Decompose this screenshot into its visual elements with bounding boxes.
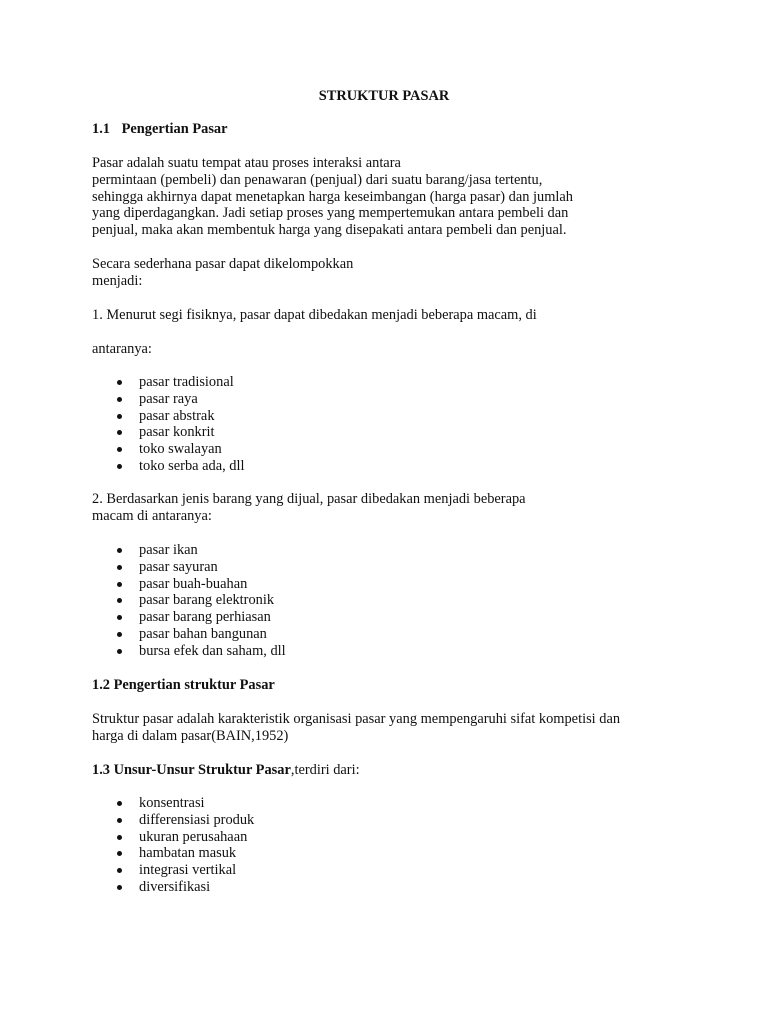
paragraph-line: Secara sederhana pasar dapat dikelompokkan (92, 256, 354, 272)
list-item: ukuran perusahaan (92, 829, 254, 846)
paragraph-line: Pasar adalah suatu tempat atau proses interaksi antara (92, 155, 401, 171)
list-item: bursa efek dan saham, dll (92, 643, 286, 660)
paragraph-line: sehingga akhirnya dapat menetapkan harga keseimbangan (harga pasar) dan jumlah (92, 188, 573, 205)
section-1-number: 1.1 (92, 121, 110, 137)
section-2-heading: 1.2 Pengertian struktur Pasar (92, 677, 275, 693)
section-1-heading (92, 121, 692, 138)
point-2-paragraph (92, 491, 692, 525)
list-item: integrasi vertikal (92, 862, 254, 879)
point-1-line-2: antaranya: (92, 341, 152, 357)
list-item: pasar ikan (92, 542, 286, 559)
section-2-paragraph (92, 711, 692, 745)
physical-market-list (92, 374, 245, 475)
structure-elements-list (92, 795, 254, 896)
list-item: differensiasi produk (92, 812, 254, 829)
paragraph-line: 2. Berdasarkan jenis barang yang dijual, pasar dibedakan menjadi beberapa (92, 491, 526, 507)
list-item: pasar tradisional (92, 374, 245, 391)
list-item: diversifikasi (92, 879, 254, 896)
list-item: pasar barang elektronik (92, 592, 286, 609)
paragraph-line: menjadi: (92, 272, 143, 289)
paragraph-line: harga di dalam pasar(BAIN,1952) (92, 727, 289, 744)
paragraph-line: Struktur pasar adalah karakteristik organisasi pasar yang mempengaruhi sifat kompetisi dan (92, 711, 621, 727)
paragraph-line: penjual, maka akan membentuk harga yang disepakati antara pembeli dan penjual. (92, 222, 567, 239)
list-item: pasar raya (92, 391, 245, 408)
paragraph-line: macam di antaranya: (92, 507, 212, 524)
point-1-line-1: 1. Menurut segi fisiknya, pasar dapat dibedakan menjadi beberapa macam, di (92, 307, 537, 323)
list-item: pasar buah-buahan (92, 576, 286, 593)
goods-market-list (92, 542, 286, 660)
section-3-heading-bold: 1.3 Unsur-Unsur Struktur Pasar (92, 762, 291, 778)
list-item: pasar abstrak (92, 408, 245, 425)
list-item: pasar konkrit (92, 424, 245, 441)
section-3-heading (92, 762, 692, 779)
list-item: pasar sayuran (92, 559, 286, 576)
list-item: pasar bahan bangunan (92, 626, 286, 643)
list-item: pasar barang perhiasan (92, 609, 286, 626)
section-3-heading-rest: ,terdiri dari: (290, 762, 360, 778)
list-item: hambatan masuk (92, 845, 254, 862)
grouping-intro (92, 256, 692, 290)
section-1-paragraph (92, 155, 692, 239)
paragraph-line: yang diperdagangkan. Jadi setiap proses yang mempertemukan antara pembeli dan (92, 205, 569, 222)
paragraph-line: permintaan (pembeli) dan penawaran (penjual) dari suatu barang/jasa tertentu, (92, 171, 543, 188)
list-item: konsentrasi (92, 795, 254, 812)
section-1-heading-text: Pengertian Pasar (121, 121, 228, 137)
list-item: toko swalayan (92, 441, 245, 458)
document-title: STRUKTUR PASAR (318, 88, 450, 104)
list-item: toko serba ada, dll (92, 458, 245, 475)
